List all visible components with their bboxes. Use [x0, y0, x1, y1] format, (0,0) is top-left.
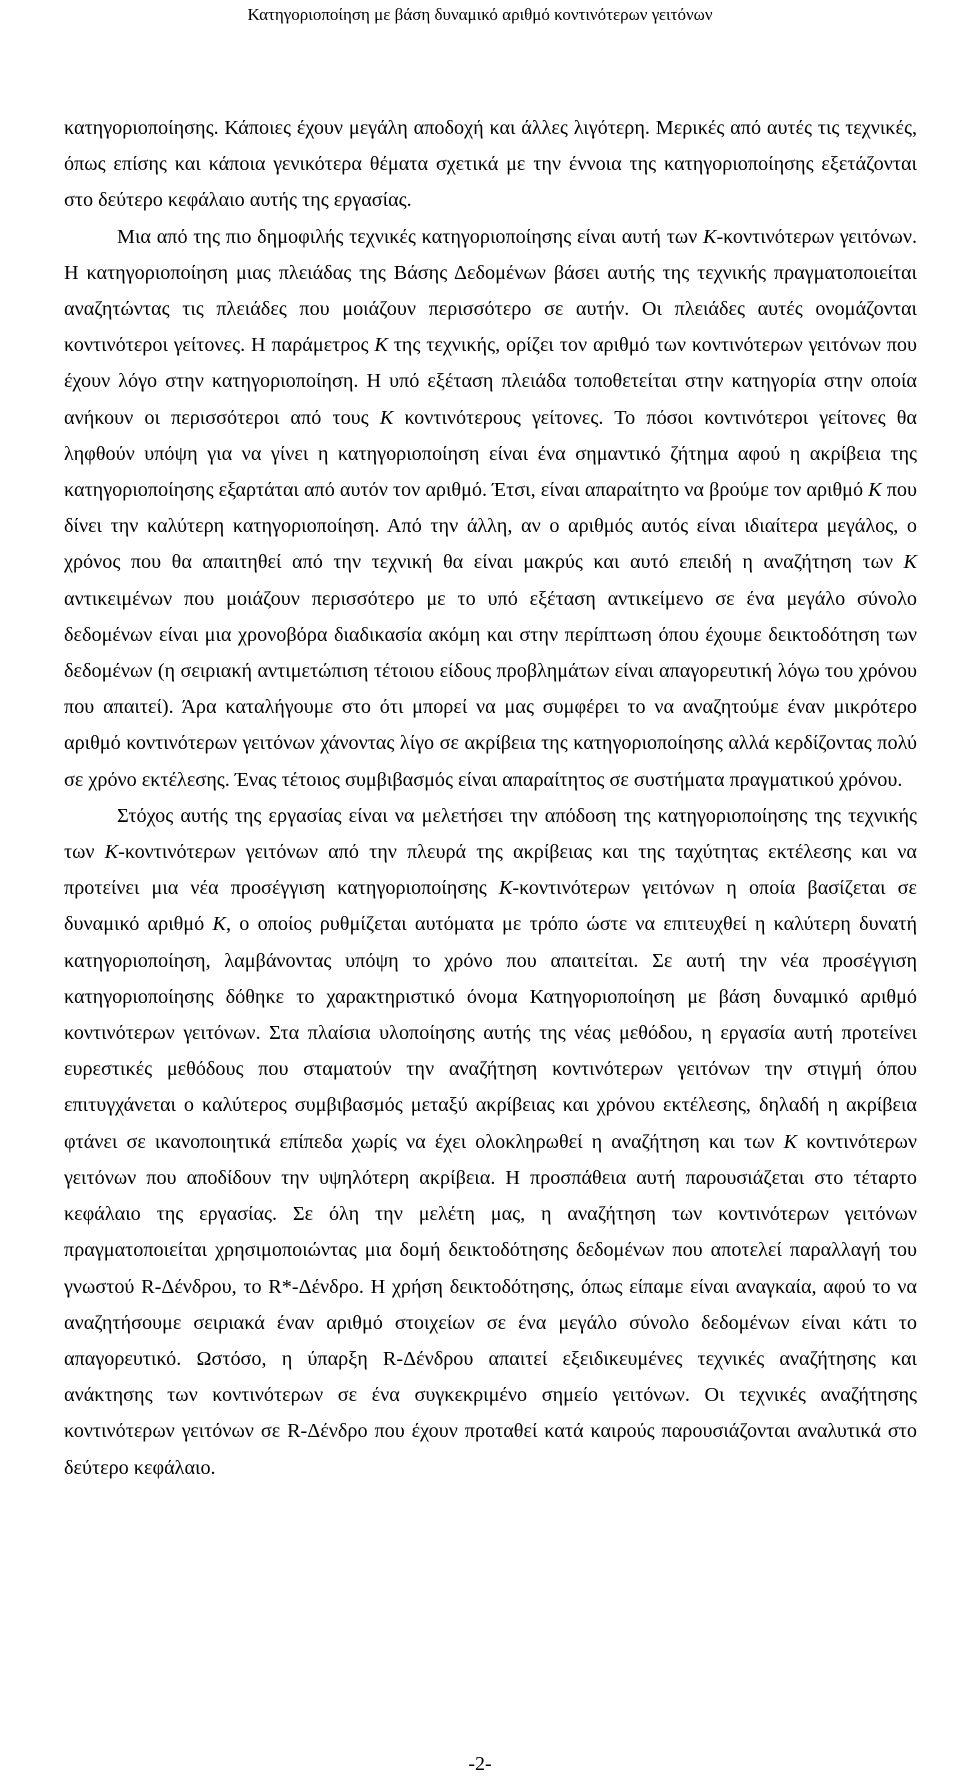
text-run: Μια από της πιο δημοφιλής τεχνικές κατηγοριοποίησης είναι αυτή των: [117, 225, 703, 248]
text-run: , ο οποίος ρυθμίζεται αυτόματα με τρόπο ώστε να επιτευχθεί η καλύτερη δυνατή κατηγοριοποίηση, λαμβάνοντας υπόψη το χρόνο που απαιτείται. Σε αυτή την νέα προσέγγιση κατηγοριοποίησης δόθηκε το χαρακτηριστικό όνομα Κατηγοριοποίηση με βάση δυναμικό αριθμό κοντινότερων γειτόνων. Στα πλαίσια υλοποίησης αυτής της νέας μεθόδου, η εργασία αυτή προτείνει ευρεστικές μεθόδους που σταματούν την αναζήτηση κοντινότερων γειτόνων την στιγμή όπου επιτυγχάνεται ο καλύτερος συμβιβασμός μεταξύ ακρίβειας και χρόνου εκτέλεσης, δηλαδή η ακρίβεια φτάνει σε ικανοποιητικά επίπεδα χωρίς να έχει ολοκληρωθεί η αναζήτηση και των: [64, 913, 917, 1153]
text-run: -κοντινότερων γειτόνων από την πλευρά της ακρίβειας και της ταχύτητας εκτέλεσης και να προτείνει μια νέα προσέγγιση κατηγοριοποίησης: [64, 841, 918, 900]
text-run: κοντινότερων γειτόνων που αποδίδουν την υψηλότερη ακρίβεια. Η προσπάθεια αυτή παρουσιάζεται στο τέταρτο κεφάλαιο της εργασίας. Σε όλη την μελέτη μας, η αναζήτηση των κοντινότερων γειτόνων πραγματοποιείται χρησιμοποιώντας μια δομή δεικτοδότησης δεδομένων που αποτελεί παραλλαγή του γνωστού R-Δένδρου, το R*-Δένδρο. Η χρήση δεικτοδότησης, όπως είπαμε είναι αναγκαία, αφού το να αναζητήσουμε σειριακά έναν αριθμό στοιχείων σε ένα μεγάλο σύνολο δεδομένων είναι κάτι το απαγορευτικό. Ωστόσο, η ύπαρξη R-Δένδρου απαιτεί εξειδικευμένες τεχνικές αναζήτησης και ανάκτησης των κοντινότερων σε ένα συγκεκριμένο σημείο γειτόνων. Οι τεχνικές αναζήτησης κοντινότερων γειτόνων σε R-Δένδρο που έχουν προταθεί κατά καιρούς παρουσιάζονται αναλυτικά στο δεύτερο κεφάλαιο.: [64, 1130, 917, 1479]
italic-variable: K: [868, 479, 882, 502]
paragraph: [64, 219, 917, 798]
text-run: Στόχος αυτής της εργασίας είναι να μελετήσει την απόδοση της κατηγοριοποίησης της τεχνικής των: [64, 804, 917, 864]
text-run: που δίνει την καλύτερη κατηγοριοποίηση. Από την άλλη, αν ο αριθμός αυτός είναι ιδιαίτερα μεγάλος, ο χρόνος που θα απαιτηθεί από την τεχνική θα είναι μακρύς και αυτό επειδή η αναζήτηση των: [64, 479, 918, 574]
italic-variable: K: [379, 406, 394, 429]
italic-variable: K: [783, 1130, 798, 1153]
italic-variable: K: [104, 841, 119, 864]
text-run: κατηγοριοποίησης. Κάποιες έχουν μεγάλη αποδοχή και άλλες λιγότερη. Μερικές από αυτές τις τεχνικές, όπως επίσης και κάποια γενικότερα θέματα σχετικά με την έννοια της κατηγοριοποίησης εξετάζονται στο δεύτερο κεφάλαιο αυτής της εργασίας.: [64, 117, 917, 212]
text-run: -κοντινότερων γειτόνων. Η κατηγοριοποίηση μιας πλειάδας της Βάσης Δεδομένων βάσει αυτής της τεχνικής πραγματοποιείται αναζητώντας τις πλειάδες που μοιάζουν περισσότερο σε αυτήν. Οι πλειάδες αυτές ονομάζονται κοντινότεροι γείτονες. Η παράμετρος: [64, 225, 917, 357]
running-header: Κατηγοριοποίηση με βάση δυναμικό αριθμό κοντινότερων γειτόνων: [247, 5, 713, 24]
italic-variable: K: [374, 334, 388, 357]
text-run: της τεχνικής, ορίζει τον αριθμό των κοντινότερων γειτόνων που έχουν λόγο στην κατηγοριοποίηση. Η υπό εξέταση πλειάδα τοποθετείται στην κατηγορία στην οποία ανήκουν οι περισσότεροι από τους: [64, 334, 917, 429]
paragraph: [64, 110, 917, 219]
text-run: αντικειμένων που μοιάζουν περισσότερο με το υπό εξέταση αντικείμενο σε ένα μεγάλο σύνολο δεδομένων είναι μια χρονοβόρα διαδικασία ακόμη και στην περίπτωση όπου έχουμε δεικτοδότηση των δεδομένων (η σειριακή αντιμετώπιση τέτοιου είδους προβλημάτων είναι απαγορευτική λόγω του χρόνου που απαιτεί). Άρα καταλήγουμε στο ότι μπορεί να μας συμφέρει το να αναζητούμε έναν μικρότερο αριθμό κοντινότερων γειτόνων χάνοντας λίγο σε ακρίβεια της κατηγοριοποίησης αλλά κερδίζοντας πολύ σε χρόνο εκτέλεσης. Ένας τέτοιος συμβιβασμός είναι απαραίτητος σε συστήματα πραγματικού χρόνου.: [64, 587, 917, 791]
body-text: [64, 110, 917, 1486]
paragraph: [64, 798, 917, 1486]
italic-variable: K: [212, 913, 226, 936]
italic-variable: K: [702, 225, 717, 248]
text-run: -κοντινότερων γειτόνων η οποία βασίζεται σε δυναμικό αριθμό: [64, 877, 917, 936]
page-number: -2-: [468, 1753, 492, 1775]
italic-variable: K: [498, 877, 513, 900]
text-run: κοντινότερους γείτονες. Το πόσοι κοντινότεροι γείτονες θα ληφθούν υπόψη για να γίνει η κατηγοριοποίηση είναι ένα σημαντικό ζήτημα αφού η ακρίβεια της κατηγοριοποίησης εξαρτάται από αυτόν τον αριθμό. Έτσι, είναι απαραίτητο να βρούμε τον αριθμό: [64, 406, 917, 502]
italic-variable: K: [903, 551, 917, 574]
